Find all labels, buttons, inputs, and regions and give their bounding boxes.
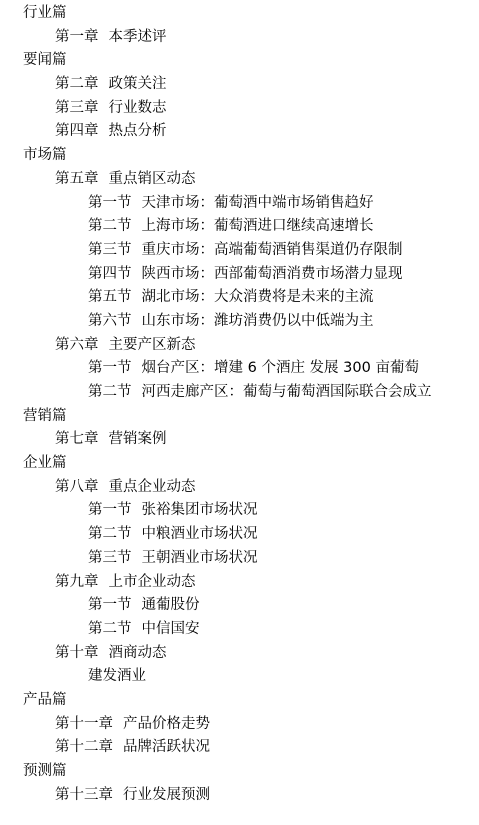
- toc-section-heading: [0, 405, 479, 429]
- toc-entry-title: 热点分析: [108, 123, 167, 140]
- toc-entry-number: 第九章: [55, 573, 99, 590]
- toc-entry-title: 中粮酒业市场状况: [141, 526, 258, 543]
- toc-chapter-item: [0, 784, 479, 808]
- toc-subsection-item: [0, 594, 479, 618]
- toc-subsection-item: [0, 665, 479, 689]
- toc-entry-title: 重点销区动态: [108, 170, 196, 187]
- toc-chapter-item: [0, 168, 479, 192]
- toc-entry-number: 第二节: [88, 218, 132, 235]
- toc-entry-title: 湖北市场：大众消费将是未来的主流: [141, 289, 374, 306]
- toc-entry-title: 本季述评: [108, 28, 167, 45]
- toc-subsection-item: [0, 381, 479, 405]
- toc-entry-title: 营销案例: [108, 431, 167, 448]
- toc-entry-title: 中信国安: [141, 620, 200, 637]
- toc-entry-title: 建发酒业: [88, 668, 146, 685]
- toc-subsection-item: [0, 263, 479, 287]
- toc-chapter-item: [0, 73, 479, 97]
- toc-entry-number: 第一节: [88, 597, 132, 614]
- toc-entry-title: 产品价格走势: [123, 715, 210, 732]
- toc-entry-number: 第一章: [55, 28, 99, 45]
- toc-entry-title: 预测篇: [23, 763, 67, 779]
- toc-entry-title: 重点企业动态: [108, 478, 196, 495]
- toc-entry-number: 第一节: [88, 502, 132, 519]
- toc-entry-title: 行业篇: [23, 5, 67, 21]
- toc-entry-title: 市场篇: [23, 147, 67, 164]
- toc-chapter-item: [0, 642, 479, 666]
- toc-entry-title: 上海市场：葡萄酒进口继续高速增长: [141, 218, 374, 235]
- toc-chapter-item: [0, 120, 479, 144]
- toc-subsection-item: [0, 239, 479, 263]
- toc-entry-title: 上市企业动态: [108, 573, 196, 590]
- toc-entry-number: 第三章: [55, 99, 99, 116]
- toc-entry-number: 第二节: [88, 384, 132, 400]
- toc-entry-title: 要闻篇: [23, 52, 67, 69]
- toc-subsection-item: [0, 310, 479, 334]
- toc-entry-number: 第一节: [88, 194, 132, 211]
- toc-entry-title: 酒商动态: [108, 644, 167, 661]
- toc-chapter-item: [0, 334, 479, 358]
- toc-section-heading: [0, 49, 479, 73]
- toc-subsection-item: [0, 286, 479, 310]
- toc-chapter-item: [0, 97, 479, 121]
- toc-entry-number: 第五章: [55, 170, 99, 187]
- toc-entry-number: 第七章: [55, 431, 99, 448]
- toc-section-heading: [0, 760, 479, 784]
- toc-entry-number: 第六章: [55, 336, 99, 353]
- toc-subsection-item: [0, 618, 479, 642]
- toc-entry-title: 烟台产区：增建 6 个酒庄 发展 300 亩葡萄: [141, 360, 419, 377]
- toc-entry-title: 企业篇: [23, 455, 67, 472]
- toc-entry-number: 第一节: [88, 360, 132, 377]
- toc-entry-number: 第二节: [88, 620, 132, 637]
- toc-subsection-item: [0, 357, 479, 381]
- toc-subsection-item: [0, 192, 479, 216]
- toc-entry-title: 天津市场：葡萄酒中端市场销售趋好: [141, 194, 374, 211]
- toc-entry-number: 第二节: [88, 526, 132, 543]
- toc-section-heading: [0, 689, 479, 713]
- toc-entry-title: 通葡股份: [141, 597, 200, 614]
- toc-entry-title: 陕西市场：西部葡萄酒消费市场潜力显现: [141, 265, 403, 282]
- toc-entry-number: 第十三章: [55, 786, 113, 803]
- toc-section-heading: [0, 2, 479, 26]
- toc-entry-title: 品牌活跃状况: [123, 739, 210, 756]
- toc-entry-title: 主要产区新态: [108, 336, 196, 353]
- toc-entry-number: 第五节: [88, 289, 132, 306]
- toc-entry-number: 第四节: [88, 265, 132, 282]
- toc-entry-number: 第二章: [55, 76, 99, 93]
- toc-chapter-item: [0, 26, 479, 50]
- toc-entry-number: 第四章: [55, 123, 99, 140]
- toc-chapter-item: [0, 428, 479, 452]
- toc-entry-title: 重庆市场：高端葡萄酒销售渠道仍存限制: [141, 241, 403, 258]
- toc-entry-title: 营销篇: [23, 407, 67, 424]
- toc-entry-title: 行业数志: [108, 99, 167, 116]
- toc-entry-number: 第十章: [55, 644, 99, 661]
- toc-chapter-item: [0, 713, 479, 737]
- toc-entry-title: 行业发展预测: [123, 786, 210, 803]
- toc-subsection-item: [0, 499, 479, 523]
- toc-entry-title: 张裕集团市场状况: [141, 502, 258, 519]
- toc-entry-title: 山东市场：潍坊消费仍以中低端为主: [141, 312, 374, 329]
- toc-subsection-item: [0, 215, 479, 239]
- toc-subsection-item: [0, 547, 479, 571]
- toc-section-heading: [0, 144, 479, 168]
- toc-entry-title: 河西走廊产区：葡萄与葡萄酒国际联合会成立: [141, 384, 432, 400]
- toc-chapter-item: [0, 476, 479, 500]
- toc-entry-title: 王朝酒业市场状况: [141, 549, 258, 566]
- toc-entry-number: 第八章: [55, 478, 99, 495]
- toc-section-heading: [0, 452, 479, 476]
- toc-chapter-item: [0, 736, 479, 760]
- toc-entry-title: 产品篇: [23, 691, 67, 708]
- toc-entry-title: 政策关注: [108, 76, 167, 93]
- toc-chapter-item: [0, 571, 479, 595]
- toc-entry-number: 第三节: [88, 241, 132, 258]
- toc-entry-number: 第十二章: [55, 739, 113, 756]
- toc-entry-number: 第六节: [88, 312, 132, 329]
- toc-entry-number: 第三节: [88, 549, 132, 566]
- toc-entry-number: 第十一章: [55, 715, 113, 732]
- toc-subsection-item: [0, 523, 479, 547]
